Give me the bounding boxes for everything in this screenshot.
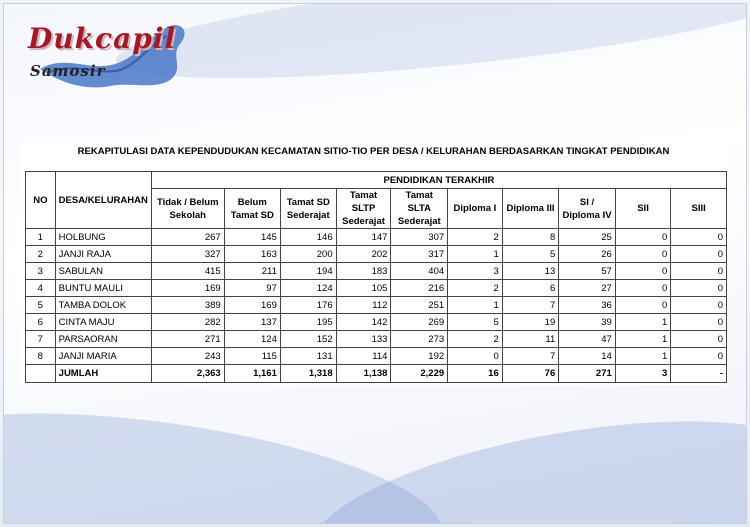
col-header-desa: DESA/KELURAHAN <box>55 172 151 229</box>
row-no: 7 <box>26 331 56 348</box>
total-value: 2,363 <box>151 365 224 383</box>
row-desa-name: TAMBA DOLOK <box>55 297 151 314</box>
col-header: Belum Tamat SD <box>224 189 280 229</box>
cell-value: 317 <box>391 246 448 263</box>
col-header: SI / Diploma IV <box>559 189 616 229</box>
col-header: Tamat SLTP Sederajat <box>336 189 391 229</box>
row-desa-name: JANJI MARIA <box>55 348 151 365</box>
cell-value: 243 <box>151 348 224 365</box>
cell-value: 273 <box>391 331 448 348</box>
cell-value: 27 <box>559 280 616 297</box>
row-no: 6 <box>26 314 56 331</box>
cell-value: 1 <box>615 314 671 331</box>
cell-value: 200 <box>280 246 336 263</box>
cell-value: 389 <box>151 297 224 314</box>
total-value: 3 <box>615 365 671 383</box>
cell-value: 105 <box>336 280 391 297</box>
cell-value: 216 <box>391 280 448 297</box>
cell-value: 39 <box>559 314 616 331</box>
cell-value: 271 <box>151 331 224 348</box>
cell-value: 112 <box>336 297 391 314</box>
dukcapil-logo <box>20 14 200 94</box>
cell-value: 124 <box>280 280 336 297</box>
cell-value: 2 <box>448 229 503 246</box>
row-no: 2 <box>26 246 56 263</box>
cell-value: 7 <box>502 297 559 314</box>
row-desa-name: SABULAN <box>55 263 151 280</box>
cell-value: 26 <box>559 246 616 263</box>
row-no: 4 <box>26 280 56 297</box>
col-header: Tidak / Belum Sekolah <box>151 189 224 229</box>
cell-value: 282 <box>151 314 224 331</box>
row-desa-name: CINTA MAJU <box>55 314 151 331</box>
cell-value: 19 <box>502 314 559 331</box>
total-value: 2,229 <box>391 365 448 383</box>
total-value: 16 <box>448 365 503 383</box>
col-header: Tamat SLTA Sederajat <box>391 189 448 229</box>
row-desa-name: JANJI RAJA <box>55 246 151 263</box>
cell-value: 251 <box>391 297 448 314</box>
col-header-no: NO <box>26 172 56 229</box>
cell-value: 142 <box>336 314 391 331</box>
row-desa-name: BUNTU MAULI <box>55 280 151 297</box>
cell-value: 146 <box>280 229 336 246</box>
cell-value: 211 <box>224 263 280 280</box>
logo-subtitle: Samosir <box>30 62 106 80</box>
table-row <box>26 229 727 246</box>
col-header: Tamat SD Sederajat <box>280 189 336 229</box>
cell-value: 0 <box>615 229 671 246</box>
table-row <box>26 246 727 263</box>
row-desa-name: HOLBUNG <box>55 229 151 246</box>
cell-value: 11 <box>502 331 559 348</box>
col-header: SIII <box>671 189 727 229</box>
table-row <box>26 348 727 365</box>
cell-value: 267 <box>151 229 224 246</box>
col-header: SII <box>615 189 671 229</box>
total-value: 1,161 <box>224 365 280 383</box>
cell-value: 13 <box>502 263 559 280</box>
cell-value: 0 <box>671 297 727 314</box>
col-header: Diploma I <box>448 189 503 229</box>
cell-value: 114 <box>336 348 391 365</box>
cell-value: 0 <box>671 246 727 263</box>
cell-value: 36 <box>559 297 616 314</box>
row-no: 3 <box>26 263 56 280</box>
total-label: JUMLAH <box>55 365 151 383</box>
cell-value: 25 <box>559 229 616 246</box>
cell-value: 57 <box>559 263 616 280</box>
col-header: Diploma III <box>502 189 559 229</box>
cell-value: 14 <box>559 348 616 365</box>
table-row <box>26 297 727 314</box>
cell-value: 124 <box>224 331 280 348</box>
cell-value: 7 <box>502 348 559 365</box>
table-row <box>26 331 727 348</box>
cell-value: 0 <box>671 331 727 348</box>
cell-value: 194 <box>280 263 336 280</box>
total-no-cell <box>26 365 56 383</box>
cell-value: 202 <box>336 246 391 263</box>
cell-value: 0 <box>671 314 727 331</box>
cell-value: 307 <box>391 229 448 246</box>
cell-value: 137 <box>224 314 280 331</box>
cell-value: 404 <box>391 263 448 280</box>
cell-value: 0 <box>671 280 727 297</box>
cell-value: 327 <box>151 246 224 263</box>
total-value: 1,138 <box>336 365 391 383</box>
cell-value: 0 <box>615 246 671 263</box>
table-row <box>26 280 727 297</box>
cell-value: 8 <box>502 229 559 246</box>
cell-value: 2 <box>448 280 503 297</box>
logo-title: Dukcapil <box>28 22 177 55</box>
cell-value: 183 <box>336 263 391 280</box>
cell-value: 176 <box>280 297 336 314</box>
education-table <box>25 171 727 383</box>
cell-value: 97 <box>224 280 280 297</box>
cell-value: 131 <box>280 348 336 365</box>
cell-value: 0 <box>615 280 671 297</box>
cell-value: 0 <box>671 263 727 280</box>
total-value: - <box>671 365 727 383</box>
cell-value: 169 <box>224 297 280 314</box>
cell-value: 47 <box>559 331 616 348</box>
spreadsheet-area <box>20 143 727 385</box>
cell-value: 145 <box>224 229 280 246</box>
background-swoosh <box>112 3 747 100</box>
cell-value: 3 <box>448 263 503 280</box>
cell-value: 1 <box>448 297 503 314</box>
cell-value: 0 <box>615 297 671 314</box>
table-row <box>26 314 727 331</box>
cell-value: 6 <box>502 280 559 297</box>
total-value: 1,318 <box>280 365 336 383</box>
document-title: REKAPITULASI DATA KEPENDUDUKAN KECAMATAN SITIO-TIO PER DESA / KELURAHAN BERDASARKAN TINGKAT PENDIDIKAN <box>77 146 670 157</box>
cell-value: 0 <box>615 263 671 280</box>
cell-value: 5 <box>502 246 559 263</box>
row-no: 1 <box>26 229 56 246</box>
cell-value: 0 <box>448 348 503 365</box>
cell-value: 147 <box>336 229 391 246</box>
cell-value: 415 <box>151 263 224 280</box>
background-swoosh <box>297 389 747 524</box>
cell-value: 1 <box>448 246 503 263</box>
row-no: 5 <box>26 297 56 314</box>
cell-value: 2 <box>448 331 503 348</box>
total-value: 76 <box>502 365 559 383</box>
table-row <box>26 263 727 280</box>
cell-value: 163 <box>224 246 280 263</box>
cell-value: 0 <box>671 348 727 365</box>
cell-value: 192 <box>391 348 448 365</box>
cell-value: 1 <box>615 331 671 348</box>
cell-value: 0 <box>671 229 727 246</box>
group-header-pendidikan: PENDIDIKAN TERAKHIR <box>151 172 726 189</box>
cell-value: 115 <box>224 348 280 365</box>
total-row <box>26 365 727 383</box>
cell-value: 195 <box>280 314 336 331</box>
cell-value: 5 <box>448 314 503 331</box>
cell-value: 1 <box>615 348 671 365</box>
row-no: 8 <box>26 348 56 365</box>
total-value: 271 <box>559 365 616 383</box>
row-desa-name: PARSAORAN <box>55 331 151 348</box>
cell-value: 169 <box>151 280 224 297</box>
cell-value: 133 <box>336 331 391 348</box>
cell-value: 152 <box>280 331 336 348</box>
cell-value: 269 <box>391 314 448 331</box>
